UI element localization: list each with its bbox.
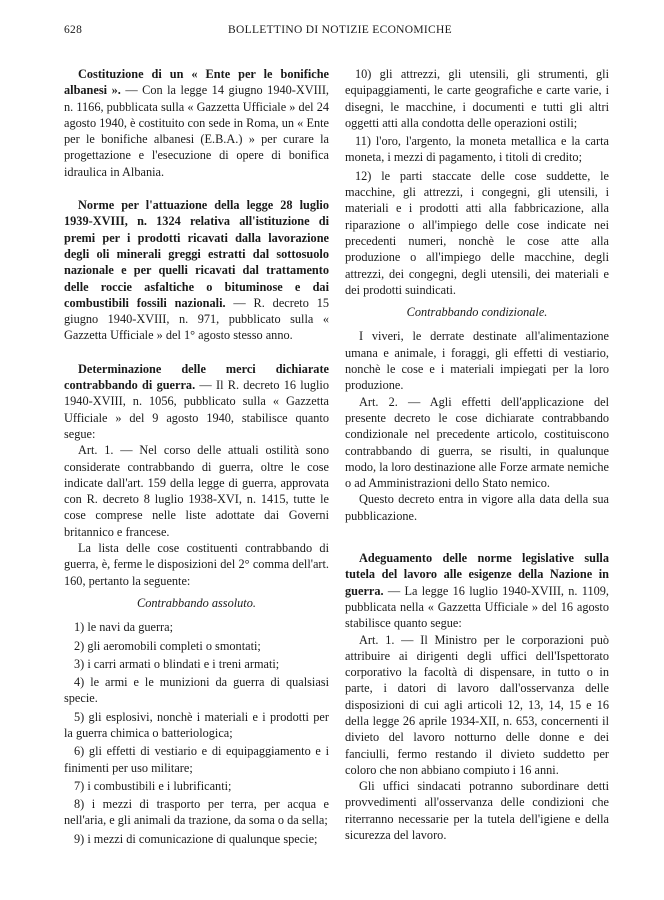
article-title: Costituzione di un « Ente per le bonifiche albanesi ».	[64, 67, 329, 98]
running-title: BOLLETTINO DI NOTIZIE ECONOMICHE	[228, 24, 452, 36]
subheading-assoluto: Contrabbando assoluto.	[137, 595, 256, 610]
list-item: 9) i mezzi di comunicazione di qualunque specie;	[74, 831, 318, 846]
list-item: 11) l'oro, l'argento, la moneta metallica e la carta moneta, i mezzi di pagamento, i titoli di credito;	[345, 134, 609, 165]
article-paragraph: Art. 1. — Il Ministro per le corporazioni può attribuire ai dirigenti degli uffici dell'Ispettorato corporativo la facoltà di dispensare, in tutto o in parte, i datori di lavoro dall'osservanza delle disposizioni di cui agli articoli 12, 13, 14, 15 e 16 della legge 26 aprile 1934-XII, n. 653, concernenti il divieto del lavoro notturno delle donne e dei fanciulli, fermo restando il divieto suddetto per coloro che non abbiano compiuto i 16 anni.	[345, 632, 609, 777]
article-oli-minerali	[64, 197, 329, 344]
article-paragraph: Art. 1. — Nel corso delle attuali ostilità sono considerate contrabbando di guerra, oltre le cose indicate dall'art. 159 della legge di guerra, approvata con R. decreto 8 luglio 1938-XVI, n. 1415, tutte le cose comprese nelle liste adottate dai Governi britannico e francese.	[64, 443, 329, 539]
article-body: — La legge 16 luglio 1940-XVIII, n. 1109, pubblicata nella « Gazzetta Ufficiale » del 16 agosto stabilisce quanto segue:	[345, 583, 609, 631]
article-title: Norme per l'attuazione della legge 28 luglio 1939-XVIII, n. 1324 relativa all'istituzione di premi per i prodotti ricavati dalla lavorazione degli oli minerali greggi estratti dal sottosuolo nazionale e per quelli ricavati dal trattamento delle roccie asfaltiche o bituminose e dai combustibili fossili nazionali.	[64, 198, 329, 310]
article-body: — Con la legge 14 giugno 1940-XVIII, n. 1166, pubblicata sulla « Gazzetta Ufficiale » del 24 agosto 1940, è costituito con sede in Roma, un « Ente per le bonifiche albanesi (E.B.A.) » per curare la progettazione e l'esecuzione di opere di bonifica idraulica in Albania.	[64, 83, 329, 179]
article-contrabbando	[64, 361, 329, 442]
list-item: 3) i carri armati o blindati e i treni armati;	[74, 656, 280, 671]
article-ente-bonifiche	[64, 66, 329, 180]
article-paragraph: Art. 2. — Agli effetti dell'applicazione del presente decreto le cose dichiarate contrabbando condizionale nel precedente articolo, costituiscono contrabbando di guerra, se risulti, in qualunque modo, la loro destinazione alle Forze armate nemiche o ad Amministrazioni dello Stato nemico.	[345, 394, 609, 491]
list-item: 6) gli effetti di vestiario e di equipaggiamento e i finimenti per uso militare;	[64, 744, 329, 775]
list-item: 7) i combustibili e i lubrificanti;	[74, 778, 232, 793]
article-paragraph: La lista delle cose costituenti contrabbando di guerra, è, ferme le disposizioni del 2° comma dell'art. 160, pertanto la seguente:	[64, 541, 329, 588]
left-column	[64, 66, 329, 849]
right-column	[345, 66, 609, 843]
article-body: — Il R. decreto 16 luglio 1940-XVIII, n. 1056, pubblicato sulla « Gazzetta Ufficiale » del 9 agosto 1940, stabilisce quanto segue:	[64, 378, 329, 441]
list-item: 1) le navi da guerra;	[74, 620, 174, 635]
subheading-condizionale: Contrabbando condizionale.	[406, 305, 548, 320]
list-item: 5) gli esplosivi, nonchè i materiali e i prodotti per la guerra chimica o batteriologica;	[64, 709, 329, 740]
article-body: — R. decreto 15 giugno 1940-XVIII, n. 971, pubblicato sulla « Gazzetta Ufficiale » del 1° agosto stesso anno.	[64, 295, 329, 343]
list-item: 4) le armi e le munizioni da guerra di qualsiasi specie.	[64, 675, 329, 706]
article-paragraph: I viveri, le derrate destinate all'alimentazione umana e animale, i foraggi, gli effetti di vestiario, nonchè le cose e i materiali impiegati per la loro produzione.	[345, 329, 609, 393]
list-item: 12) le parti staccate delle cose suddette, le macchine, gli attrezzi, i congegni, gli utensili, i materiali e i prodotti atti alla fabbricazione, alla riparazione o all'impiego delle cose indicate nei precedenti numeri, nonchè le cose atte alla produzione o all'impiego delle macchine, degli attrezzi, dei congegni, degli utensili, dei materiali e dei prodotti suindicati.	[345, 168, 609, 297]
article-tutela-lavoro	[345, 550, 609, 631]
page-number: 628	[64, 24, 83, 36]
article-paragraph: Gli uffici sindacati potranno subordinare detti provvedimenti all'osservanza delle condizioni che riterranno necessarie per la tutela dell'igiene e della sicurezza del lavoro.	[345, 779, 609, 843]
article-title: Adeguamento delle norme legislative sulla tutela del lavoro alle esigenze della Nazione in guerra.	[345, 551, 609, 598]
list-item: 2) gli aeromobili completi o smontati;	[74, 638, 261, 653]
article-paragraph: Questo decreto entra in vigore alla data della sua pubblicazione.	[345, 492, 609, 523]
running-header	[64, 24, 616, 44]
list-item: 10) gli attrezzi, gli utensili, gli strumenti, gli equipaggiamenti, le carte geografiche e carte varie, i disegni, le macchine, i documenti e tutti gli altri oggetti atti alla condotta delle operazioni ostili;	[345, 67, 609, 130]
article-title: Determinazione delle merci dichiarate contrabbando di guerra.	[64, 361, 329, 393]
list-item: 8) i mezzi di trasporto per terra, per acqua e nell'aria, e gli animali da trazione, da soma o da sella;	[64, 797, 329, 828]
